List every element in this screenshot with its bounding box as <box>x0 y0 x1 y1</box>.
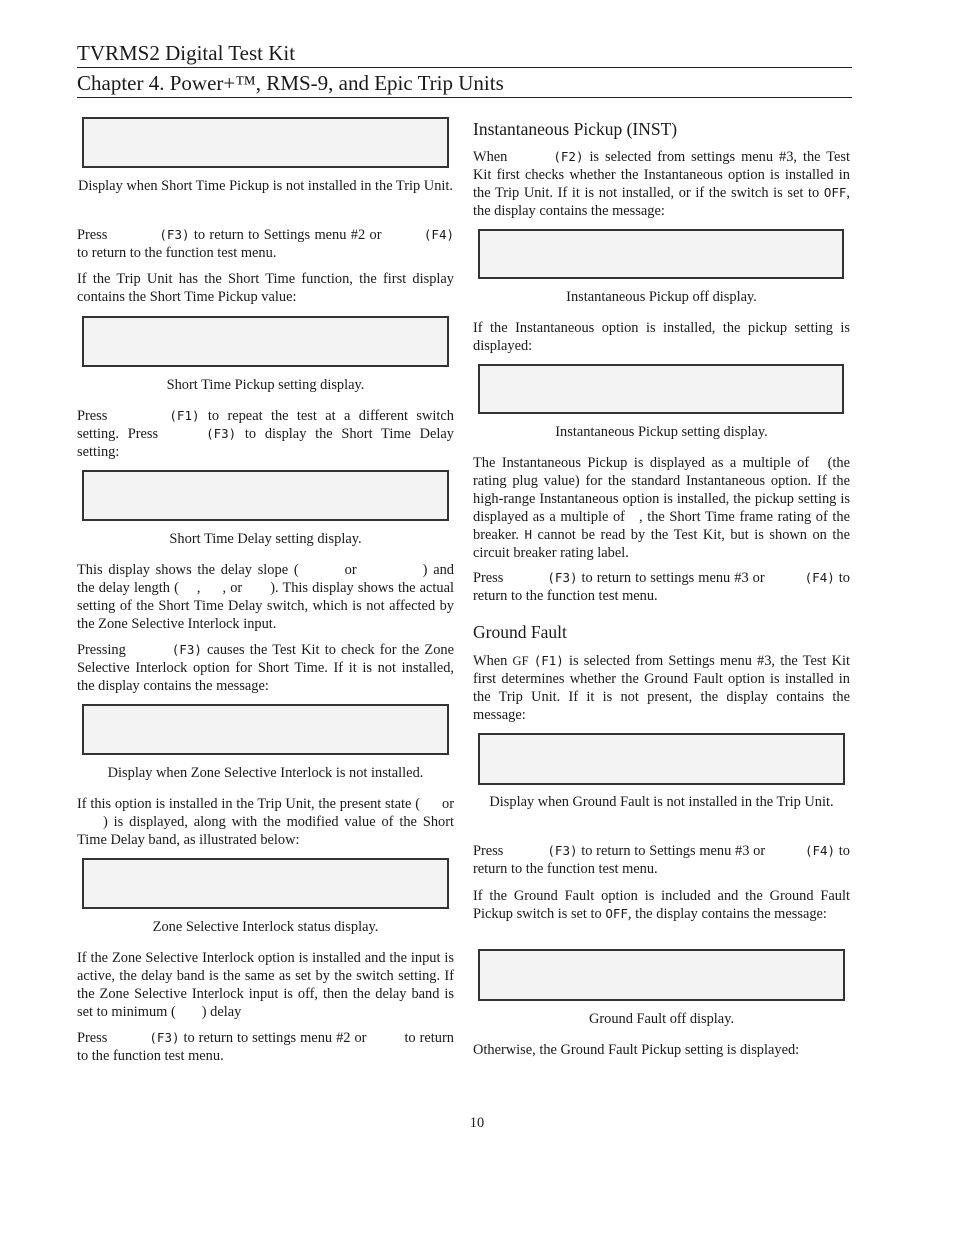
text: ) is displayed, along with the modified value of the Short Time Delay band, as illustrated below: <box>77 814 454 848</box>
lcd-display-short-time-not-installed <box>82 117 449 168</box>
paragraph-if-zsi-active <box>77 949 454 1021</box>
key-f4: (F4) <box>804 570 835 585</box>
paragraph-pressing-f3 <box>77 641 454 695</box>
lcd-display-inst-off <box>478 229 844 279</box>
text: to repeat the test at a different switch setting. Press <box>77 408 454 442</box>
text: or <box>344 562 357 578</box>
text: Press <box>473 843 504 859</box>
text: to return to Settings menu #2 or <box>193 227 382 243</box>
text: When <box>473 149 508 165</box>
key-f3: (F3) <box>149 1030 180 1045</box>
text: to <box>404 1030 416 1046</box>
lcd-display-zsi-status <box>82 858 449 909</box>
caption-zsi-not-installed: Display when Zone Selective Interlock is not installed. <box>107 765 424 781</box>
text: to return to settings menu #2 or <box>183 1030 367 1046</box>
key-f1: (F1) <box>533 653 564 668</box>
lcd-display-short-time-delay <box>82 470 449 521</box>
text: The Instantaneous Pickup is displayed as a multiple of <box>473 455 810 471</box>
text: to return to Settings menu #3 or <box>581 843 766 859</box>
lcd-display-short-time-pickup <box>82 316 449 367</box>
text: This display shows the delay slope ( <box>77 562 299 578</box>
caption-short-time-pickup: Short Time Pickup setting display. <box>166 377 365 393</box>
key-f1: (F1) <box>169 408 200 423</box>
paragraph-if-short-time: If the Trip Unit has the Short Time function, the first display contains the Short Time Pickup value: <box>77 271 454 305</box>
text: is selected from Settings menu #3, the Test Kit first determines whether the Ground Fault option is installed in the Trip Unit. If it is not present, the display contains the message: <box>473 653 850 723</box>
text-off: OFF <box>605 906 628 921</box>
text: , the Short Time frame rating of the breaker. <box>473 509 850 543</box>
paragraph-delay-slope <box>77 561 454 633</box>
text: (the rating plug value) for the standard Instantaneous option. If the high-range Instantaneous option is installed, the pickup setting is displayed as a multiple of <box>473 455 850 525</box>
text: , the display contains the message: <box>627 906 827 922</box>
text: and the delay length ( <box>77 562 454 596</box>
text: ( <box>415 796 420 812</box>
text: to display the Short Time Delay setting: <box>77 426 454 460</box>
text: to return to the function test menu. <box>473 843 850 877</box>
lcd-display-zsi-not-installed <box>82 704 449 755</box>
paragraph-press-return-menu-2 <box>77 1029 454 1065</box>
paragraph-otherwise: Otherwise, the Ground Fault Pickup setting is displayed: <box>473 1042 800 1058</box>
text: ) delay <box>201 1004 242 1020</box>
heading-instantaneous-pickup: Instantaneous Pickup (INST) <box>473 119 678 139</box>
text: If the Zone Selective Interlock option is installed and the input is active, the delay band is the same as set by the switch setting. If the Zone Selective Interlock input is off, then the delay band is set to minimum ( <box>77 950 454 1020</box>
caption-short-time-delay: Short Time Delay setting display. <box>169 531 362 547</box>
text: Press <box>77 1030 108 1046</box>
paragraph-inst-multiple <box>473 454 850 562</box>
caption-short-time-not-installed: Display when Short Time Pickup is not installed in the Trip Unit. <box>78 178 453 194</box>
key-f3: (F3) <box>547 570 578 585</box>
text: return to the function test menu. <box>77 1030 454 1064</box>
caption-zsi-status: Zone Selective Interlock status display. <box>152 919 379 935</box>
caption-inst-setting: Instantaneous Pickup setting display. <box>555 424 768 440</box>
chapter-title: Chapter 4. Power+™, RMS-9, and Epic Trip Units <box>77 71 504 95</box>
text: Pressing <box>77 642 126 658</box>
text: , or <box>222 580 243 596</box>
document-title: TVRMS2 Digital Test Kit <box>77 41 296 65</box>
text: ). This display shows the actual setting of the Short Time Delay switch, which is not affected by the Zone Selective Interlock input. <box>77 580 454 632</box>
text: to return to the function test menu. <box>77 245 277 261</box>
heading-ground-fault: Ground Fault <box>473 622 567 642</box>
text-gf: GF <box>512 654 529 668</box>
header-rule <box>77 67 852 68</box>
lcd-display-inst-setting <box>478 364 844 414</box>
caption-gf-not-installed: Display when Ground Fault is not installed in the Trip Unit. <box>489 794 834 810</box>
chapter-rule <box>77 97 852 98</box>
key-f4: (F4) <box>804 843 836 858</box>
paragraph-press-f1 <box>77 407 454 461</box>
text-h: H <box>524 527 533 542</box>
key-f3: (F3) <box>171 642 202 657</box>
paragraph-when-inst <box>473 148 850 220</box>
text: causes the Test Kit to check for the Zone Selective Interlock option for Short Time. If it is not installed, the display contains the message: <box>77 642 454 694</box>
paragraph-press-f3-f4 <box>77 226 454 262</box>
text: cannot be read by the Test Kit, but is shown on the circuit breaker rating label. <box>473 527 850 561</box>
key-f3: (F3) <box>547 843 578 858</box>
paragraph-if-option-installed <box>77 795 454 849</box>
key-f3: (F3) <box>206 426 237 441</box>
text-off: OFF <box>823 185 847 200</box>
text: If the Ground Fault option is included and the Ground Fault Pickup switch is set to <box>473 888 850 922</box>
paragraph-if-gf-off <box>473 887 850 923</box>
lcd-display-gf-not-installed <box>478 733 845 785</box>
text: If this option is installed in the Trip Unit, the present state <box>77 796 412 812</box>
key-f2: (F2) <box>553 149 584 164</box>
text: When <box>473 653 508 669</box>
paragraph-press-return-menu-3 <box>473 569 850 605</box>
text: ) <box>422 562 428 578</box>
page-number: 10 <box>469 1115 485 1131</box>
caption-inst-off: Instantaneous Pickup off display. <box>566 289 757 305</box>
text: Press <box>77 408 108 424</box>
text: Press <box>77 227 108 243</box>
paragraph-when-gf <box>473 652 850 724</box>
key-f4: (F4) <box>423 227 455 242</box>
text: , the display contains the message: <box>473 185 850 219</box>
lcd-display-gf-off <box>478 949 845 1001</box>
text: Press <box>473 570 504 586</box>
text: to return to the function test menu. <box>473 570 850 604</box>
text: to return to settings menu #3 or <box>581 570 765 586</box>
paragraph-if-inst-installed: If the Instantaneous option is installed, the pickup setting is displayed: <box>473 320 850 354</box>
text: is selected from settings menu #3, the Test Kit first checks whether the Instantaneous option is installed in the Trip Unit. If it is not installed, or if the switch is set to <box>473 149 850 201</box>
text: or <box>442 796 454 812</box>
text: , <box>196 580 201 596</box>
caption-gf-off: Ground Fault off display. <box>588 1011 735 1027</box>
key-f3: (F3) <box>159 227 190 242</box>
paragraph-press-return-gf <box>473 842 850 878</box>
